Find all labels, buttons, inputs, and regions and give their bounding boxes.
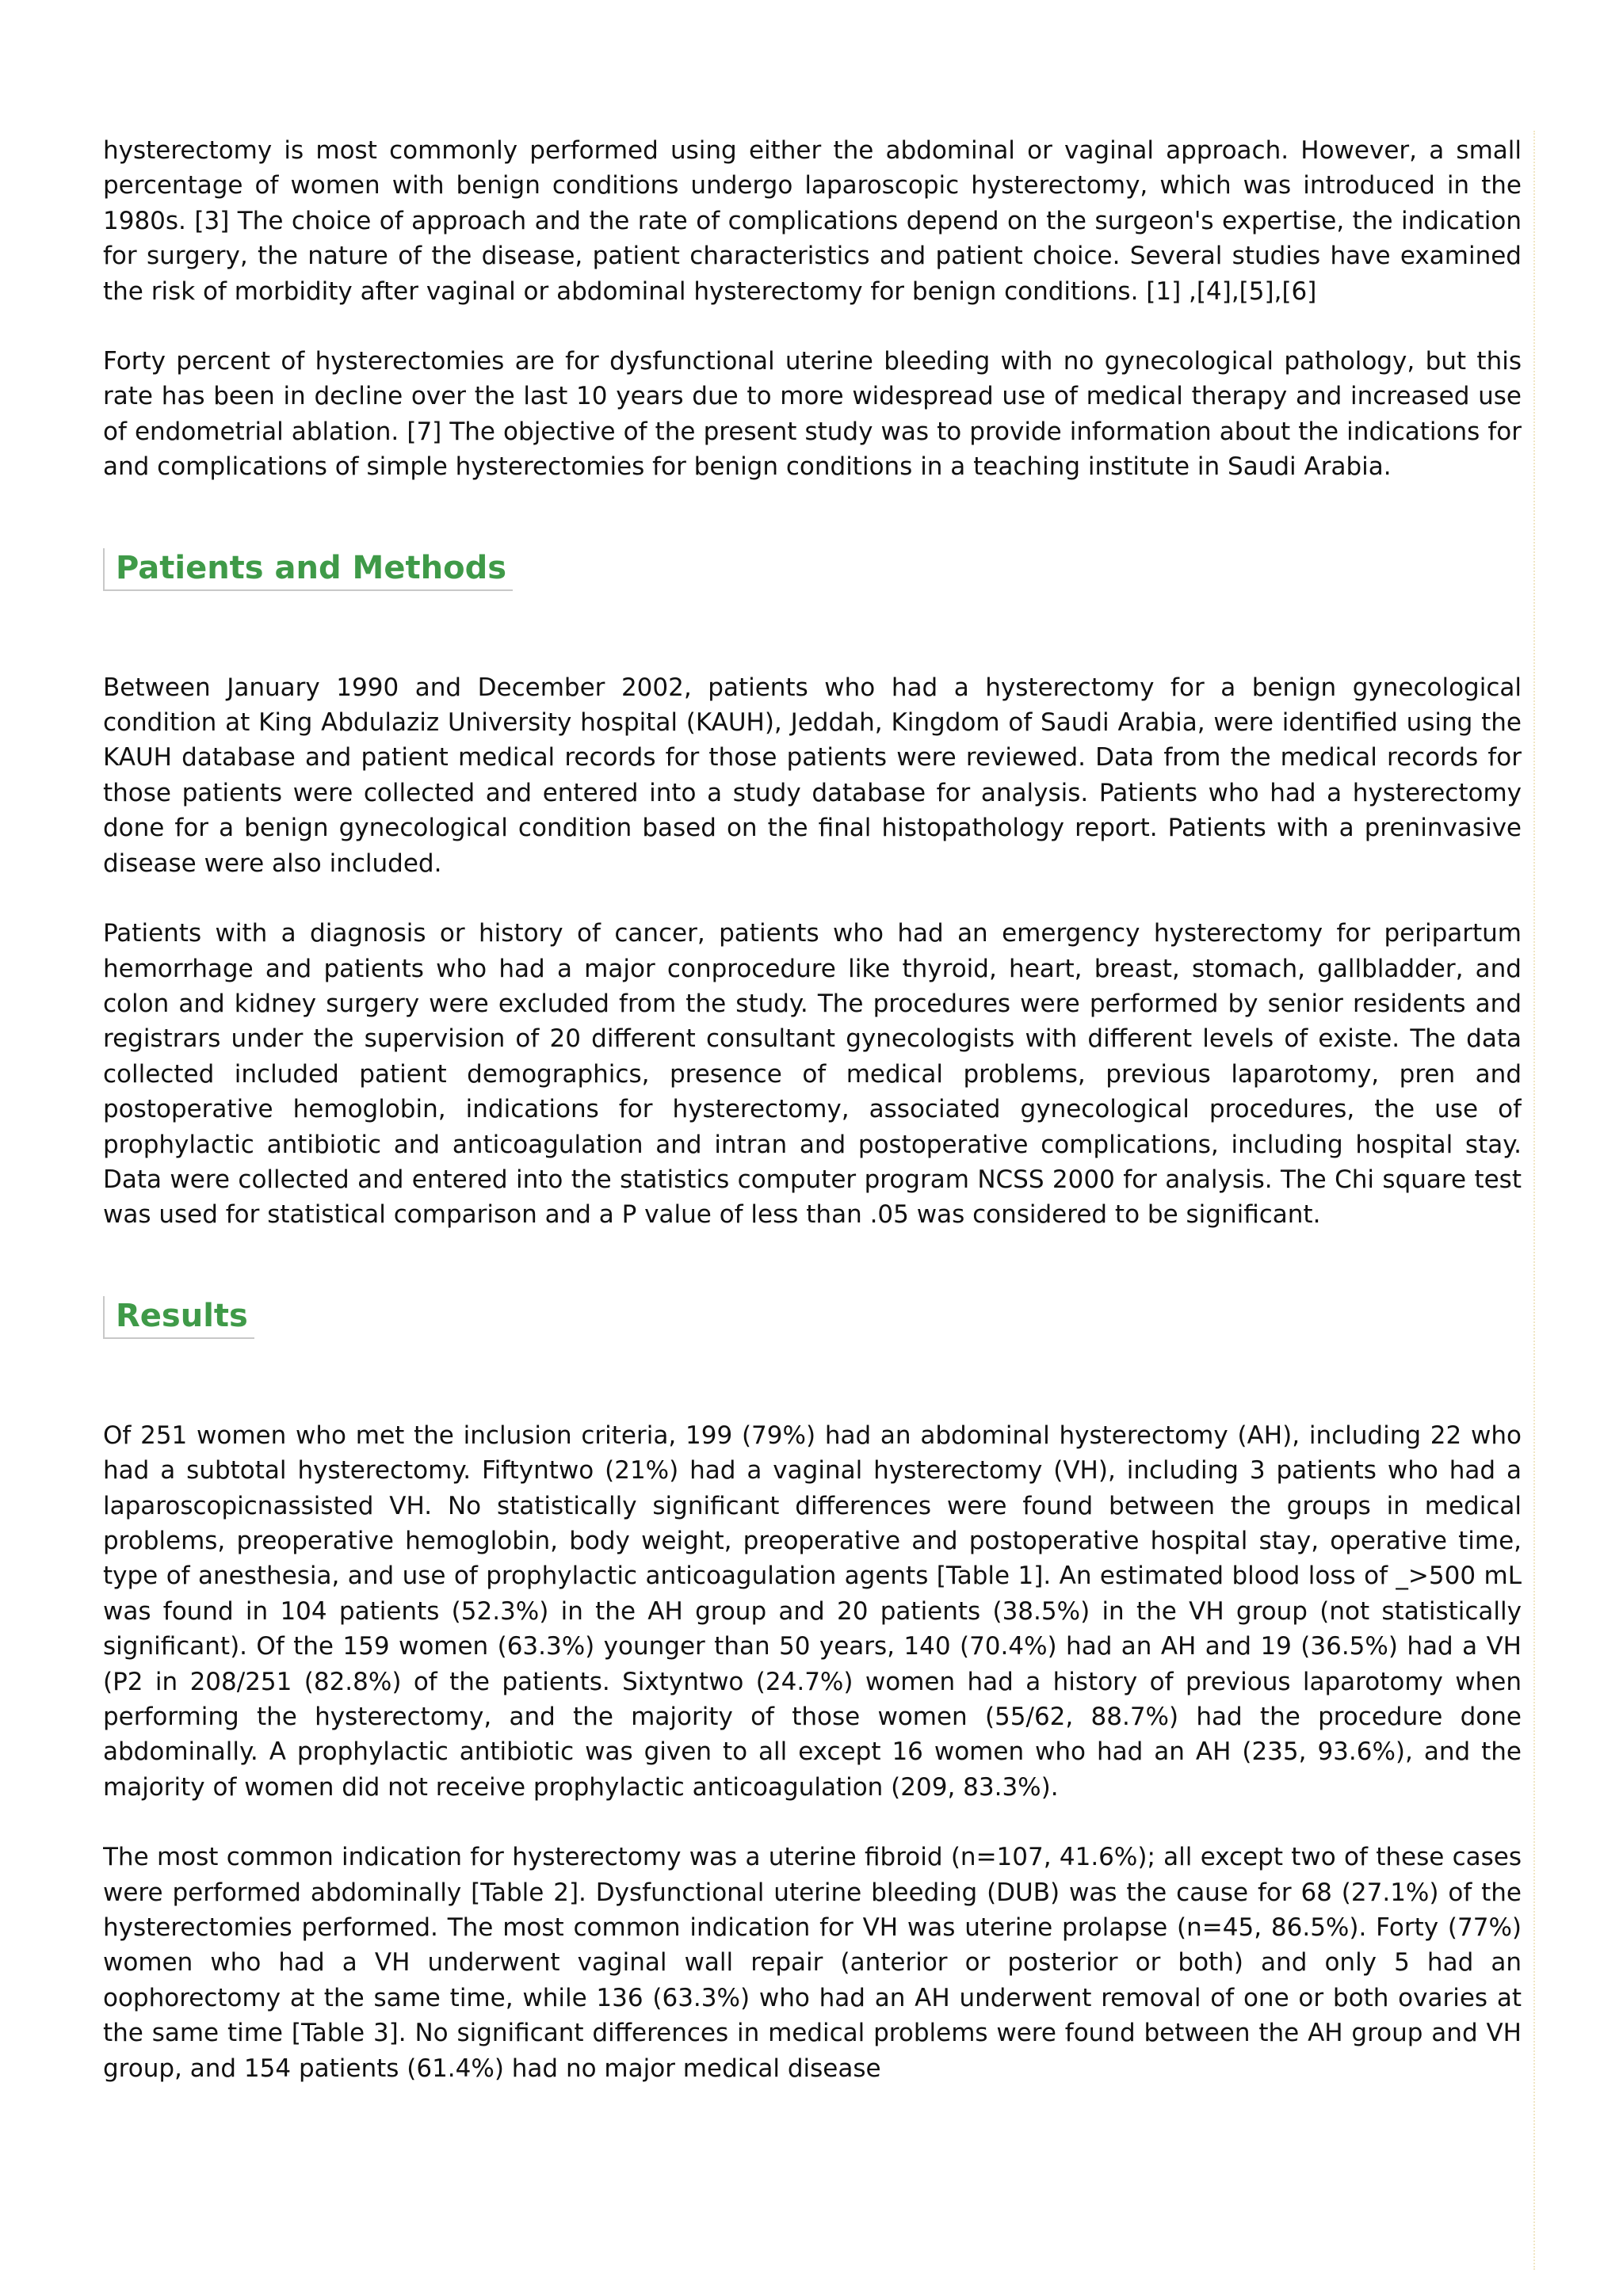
results-section xyxy=(103,1296,1522,2086)
intro-paragraph-2: Forty percent of hysterectomies are for dysfunctional uterine bleeding with no gynecological pathology, but this rate has been in decline over the last 10 years due to more widespread use of medical therapy and increased use of endometrial ablation. [7] The objective of the present study was to provide information about the indications for and complications of simple hysterectomies for benign conditions in a teaching institute in Saudi Arabia. xyxy=(103,347,1522,482)
results-paragraph-1: Of 251 women who met the inclusion criteria, 199 (79%) had an abdominal hysterectomy (AH), including 22 who had a subtotal hysterectomy. Fiftyntwo (21%) had a vaginal hysterectomy (VH), including 3 patients who had a laparoscopicnassisted VH. No statistically significant differences were found between the groups in medical problems, preoperative hemoglobin, body weight, preoperative and postoperative hospital stay, operative time, type of anesthesia, and use of prophylactic anticoagulation agents [Table 1]. An estimated blood loss of _>500 mL was found in 104 patients (52.3%) in the AH group and 20 patients (38.5%) in the VH group (not statistically significant). Of the 159 women (63.3%) younger than 50 years, 140 (70.4%) had an AH and 19 (36.5%) had a VH (P2 in 208/251 (82.8%) of the patients. Sixtyntwo (24.7%) women had a history of previous laparotomy when performing the hysterectomy, and the majority of those women (55/62, 88.7%) had the procedure done abdominally. A prophylactic antibiotic was given to all except 16 women who had an AH (235, 93.6%), and the majority of women did not receive prophylactic anticoagulation (209, 83.3%). xyxy=(103,1421,1522,1802)
results-paragraph-2: The most common indication for hysterectomy was a uterine fibroid (n=107, 41.6%); all except two of these cases were performed abdominally [Table 2]. Dysfunctional uterine bleeding (DUB) was the cause for 68 (27.1%) of the hysterectomies performed. The most common indication for VH was uterine prolapse (n=45, 86.5%). Forty (77%) women who had a VH underwent vaginal wall repair (anterior or posterior or both) and only 5 had an oophorectomy at the same time, while 136 (63.3%) who had an AH underwent removal of one or both ovaries at the same time [Table 3]. No significant differences in medical problems were found between the AH group and VH group, and 154 patients (61.4%) had no major medical disease xyxy=(103,1843,1522,2083)
right-margin-rule xyxy=(1533,131,1535,2270)
methods-paragraph-1: Between January 1990 and December 2002, patients who had a hysterectomy for a benign gynecological condition at King Abdulaziz University hospital (KAUH), Jeddah, Kingdom of Saudi Arabia, were identified using the KAUH database and patient medical records for those patients were reviewed. Data from the medical records for those patients were collected and entered into a study database for analysis. Patients who had a hysterectomy done for a benign gynecological condition based on the final histopathology report. Patients with a preninvasive disease were also included. xyxy=(103,673,1522,878)
methods-paragraph-2: Patients with a diagnosis or history of cancer, patients who had an emergency hysterectomy for peripartum hemorrhage and patients who had a major conprocedure like thyroid, heart, breast, stomach, gallbladder, and colon and kidney surgery were excluded from the study. The procedures were performed by senior residents and registrars under the supervision of 20 different consultant gynecologists with different levels of existe. The data collected included patient demographics, presence of medical problems, previous laparotomy, pren and postoperative hemoglobin, indications for hysterectomy, associated gynecological procedures, the use of prophylactic antibiotic and anticoagulation and intran and postoperative complications, including hospital stay. Data were collected and entered into the statistics computer program NCSS 2000 for analysis. The Chi square test was used for statistical comparison and a P value of less than .05 was considered to be significant. xyxy=(103,919,1522,1230)
methods-section xyxy=(103,548,1522,1233)
article-body xyxy=(103,133,1522,2272)
section-heading-results: Results xyxy=(103,1296,254,1339)
intro-paragraph-1: hysterectomy is most commonly performed using either the abdominal or vaginal approach. However, a small percentage of women with benign conditions undergo laparoscopic hysterectomy, which was introduced in the 1980s. [3] The choice of approach and the rate of complications depend on the surgeon's expertise, the indication for surgery, the nature of the disease, patient characteristics and patient choice. Several studies have examined the risk of morbidity after vaginal or abdominal hysterectomy for benign conditions. [1] ,[4],[5],[6] xyxy=(103,136,1522,306)
section-heading-methods: Patients and Methods xyxy=(103,548,513,591)
